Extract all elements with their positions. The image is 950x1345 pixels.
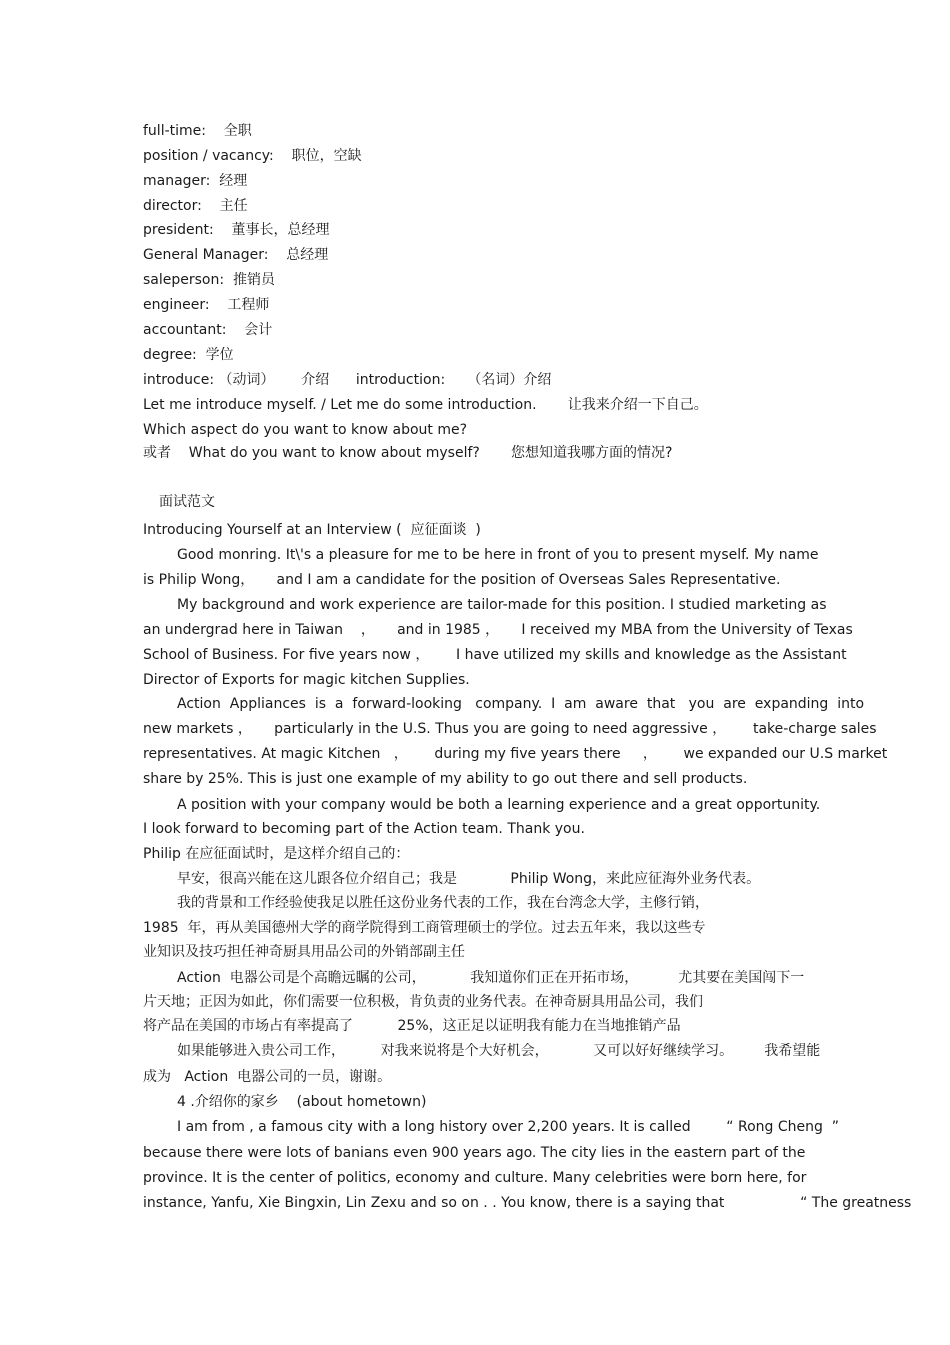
en-line: Director of Exports for magic kitchen Supplies.: [143, 672, 470, 688]
hometown-line: because there were lots of banians even 900 years ago. The city lies in the eastern part of the: [143, 1145, 806, 1161]
cn-line: 早安，很高兴能在这儿跟各位介绍自己；我是 Philip Wong，来此应征海外业务代表。: [177, 871, 761, 887]
vocab-or-what: 或者 What do you want to know about myself? 您想知道我哪方面的情况?: [143, 445, 673, 461]
vocab-position: position / vacancy: 职位，空缺: [143, 148, 362, 164]
cn-line: 片天地；正因为如此，你们需要一位积极，肯负责的业务代表。在神奇厨具用品公司，我们: [143, 994, 703, 1010]
en-line: I look forward to becoming part of the Action team. Thank you.: [143, 821, 585, 837]
hometown-line: I am from , a famous city with a long history over 2,200 years. It is called “ Rong Cheng ”: [177, 1119, 840, 1135]
vocab-full-time: full-time: 全职: [143, 123, 252, 139]
cn-line: 业知识及技巧担任神奇厨具用品公司的外销部副主任: [143, 944, 465, 960]
vocab-president: president: 董事长，总经理: [143, 222, 330, 238]
vocab-let-me: Let me introduce myself. / Let me do some introduction. 让我来介绍一下自己。: [143, 397, 708, 413]
cn-line: 我的背景和工作经验使我足以胜任这份业务代表的工作，我在台湾念大学，主修行销，: [177, 895, 709, 911]
vocab-engineer: engineer: 工程师: [143, 297, 270, 313]
en-line: My background and work experience are tailor-made for this position. I studied marketing as: [177, 597, 827, 613]
cn-line: 如果能够进入贵公司工作， 对我来说将是个大好机会， 又可以好好继续学习。 我希望能: [177, 1043, 821, 1059]
vocab-introduce: introduce: （动词） 介绍 introduction: （名词）介绍: [143, 372, 552, 388]
sample-title: Introducing Yourself at an Interview ( 应征面谈 ): [143, 522, 481, 538]
en-line: an undergrad here in Taiwan ， and in 1985 ， I received my MBA from the University of Texas: [143, 622, 853, 638]
section-heading: 面试范文: [159, 494, 215, 510]
en-line: new markets ， particularly in the U.S. Thus you are going to need aggressive ， take-charge sales: [143, 721, 877, 737]
cn-line: 成为 Action 电器公司的一员，谢谢。: [143, 1069, 392, 1085]
en-line: share by 25%. This is just one example of my ability to go out there and sell products.: [143, 771, 748, 787]
en-line: Good monring. It\'s a pleasure for me to be here in front of you to present myself. My name: [177, 547, 819, 563]
cn-line: 将产品在美国的市场占有率提高了 25%，这正足以证明我有能力在当地推销产品: [143, 1018, 681, 1034]
vocab-which-aspect: Which aspect do you want to know about me?: [143, 422, 468, 438]
cn-line: Action 电器公司是个高瞻远瞩的公司， 我知道你们正在开拓市场， 尤其要在美国闯下一: [177, 970, 805, 986]
vocab-director: director: 主任: [143, 198, 248, 214]
vocab-manager: manager: 经理: [143, 173, 248, 189]
vocab-saleperson: saleperson: 推销员: [143, 272, 275, 288]
en-line: is Philip Wong， and I am a candidate for the position of Overseas Sales Representative.: [143, 572, 781, 588]
cn-line: 1985 年，再从美国德州大学的商学院得到工商管理硕士的学位。过去五年来，我以这些专: [143, 920, 706, 936]
hometown-line: instance, Yanfu, Xie Bingxin, Lin Zexu and so on . . You know, there is a saying that “ The greatness: [143, 1195, 912, 1211]
vocab-accountant: accountant: 会计: [143, 322, 273, 338]
en-line: Action Appliances is a forward-looking company. I am aware that you are expanding into: [177, 696, 865, 712]
cn-intro: Philip 在应征面试时，是这样介绍自己的：: [143, 846, 410, 862]
en-line: representatives. At magic Kitchen ， during my five years there ， we expanded our U.S market: [143, 746, 888, 762]
hometown-line: province. It is the center of politics, economy and culture. Many celebrities were born here, for: [143, 1170, 807, 1186]
vocab-general-manager: General Manager: 总经理: [143, 247, 329, 263]
en-line: School of Business. For five years now ， I have utilized my skills and knowledge as the Assistant: [143, 647, 847, 663]
vocab-degree: degree: 学位: [143, 347, 234, 363]
en-line: A position with your company would be both a learning experience and a great opportunity.: [177, 797, 821, 813]
hometown-heading: 4 .介绍你的家乡 (about hometown): [177, 1094, 427, 1110]
